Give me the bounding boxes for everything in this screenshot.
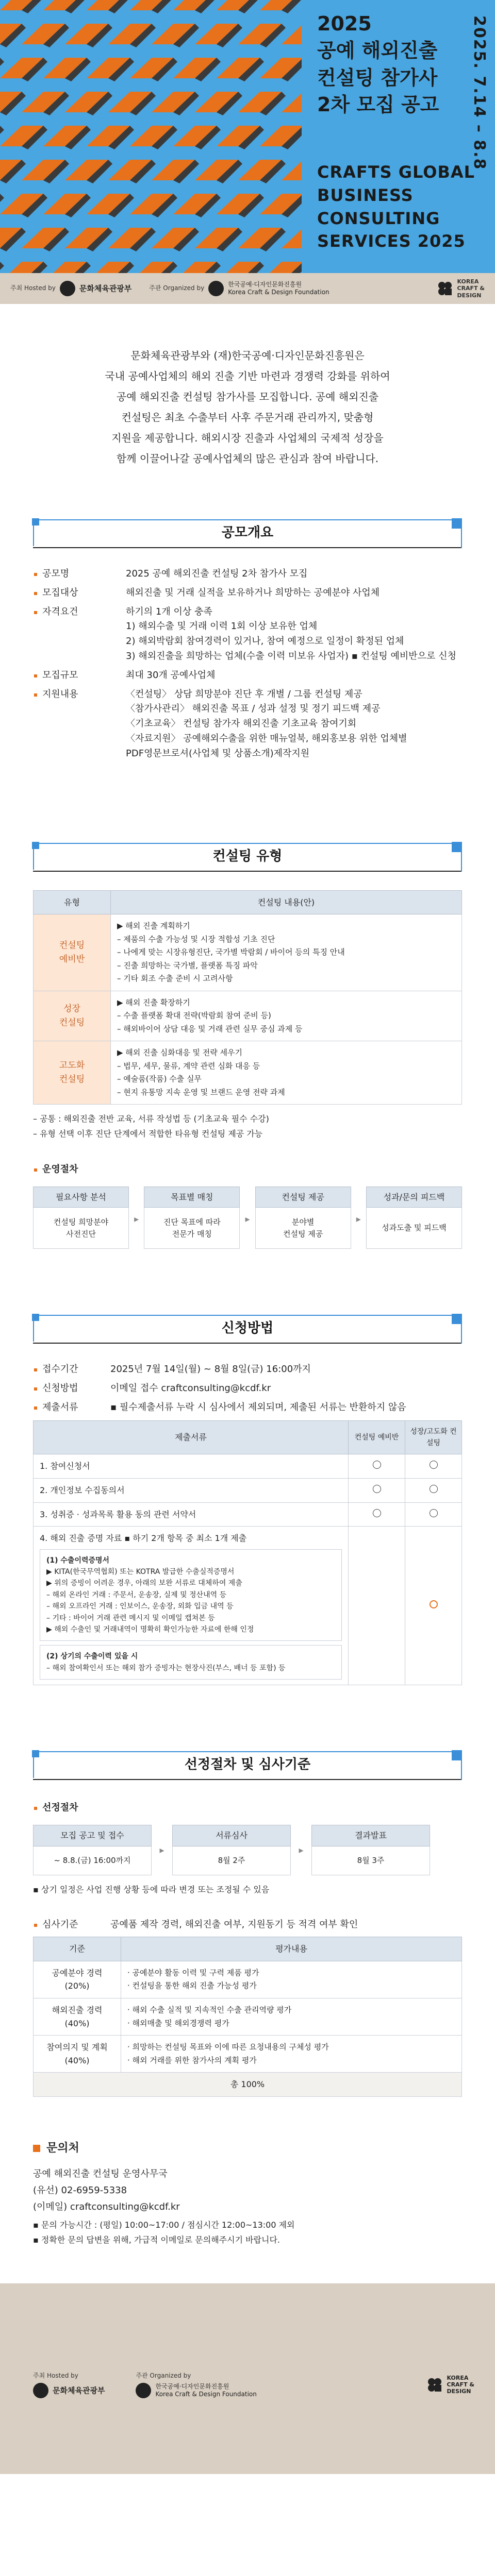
process-step: 목표별 매칭 진단 목표에 따라 전문가 매칭 [144, 1187, 240, 1249]
table-row: 공예분야 경력 (20%) · 공예분야 활동 이력 및 구력 제품 평가 · 컨설팅을 통한 해외 진출 가능성 평가 [34, 1961, 462, 1998]
hero-title: 2025 공예 해외진출 컨설팅 참가사 2차 모집 공고 [317, 12, 439, 116]
selection-proc-label: 선정절차 [33, 1801, 462, 1816]
kcdf-brand-logo: KOREA CRAFT & DESIGN [426, 2375, 475, 2395]
craft-design-logo-icon [426, 2377, 443, 2393]
overview-list [33, 567, 462, 761]
ministry-logo-icon [60, 281, 75, 296]
hero-title-panel [302, 0, 495, 273]
list-item: 지원내용 〈컨설팅〉 상담 희망분야 진단 후 개별 / 그룹 컨설팅 제공 〈참가사관리〉 해외진출 목표 / 성과 설정 및 정기 피드백 제공 〈기초교육〉 컨설팅 참가자 해외진출 기초교육 참여기회 〈자료지원〉 공예해외수출을 위한 매뉴얼북, 해외홍보용 위한 업체별 PDF영문브로셔(사업체 및 상품소개)제작지원 [33, 687, 462, 761]
list-item: 모집대상 해외진출 및 거래 실적을 보유하거나 희망하는 공예분야 사업체 [33, 586, 462, 601]
table-row: 2. 개인정보 수집동의서 [34, 1478, 462, 1502]
required-circle-icon [430, 1461, 438, 1469]
required-circle-icon [430, 1509, 438, 1517]
types-table: 유형 컨설팅 내용(안) 컨설팅 예비반 ▶ 해외 진출 계획하기 – 제품의 수출 가능성 및 시장 적합성 기초 진단 – 나에게 맞는 시장유형진단, 국가별 박람회 / 바이어 등의 특징 안내 – 진출 희망하는 국가별, 플랫폼 특징 파악 – 기타 회조 수출 준비 시 고려사항 성장 컨설팅 ▶ 해외 진출 확장하기 – 수출 플랫폼 확대 전략(박람회 참여 준비 등) – 해외바이어 상담 대응 및 거래 관련 실무 중심 과제 등 고도화 컨설팅 ▶ 해외 진출 심화대응 및 전략 세우기 – 법무, 세무, 물류, 계약 관련 심화 대응 등 – 예술품(작품) 수출 실무 – 현지 유통망 지속 운영 및 브랜드 운영 전략 과제 [33, 890, 462, 1105]
overview-heading: 공모개요 [33, 515, 462, 548]
table-row: 컨설팅 예비반 ▶ 해외 진출 계획하기 – 제품의 수출 가능성 및 시장 적합성 기초 진단 – 나에게 맞는 시장유형진단, 국가별 박람회 / 바이어 등의 특징 안내 – 진출 희망하는 국가별, 플랫폼 특징 파악 – 기타 회조 수출 준비 시 고려사항 [34, 914, 462, 991]
hero-date: 2025. 7.14 – 8.8 [470, 15, 488, 171]
arrow-right-icon: ▸ [134, 1213, 139, 1225]
selection-footnote: ▪ 상기 일정은 사업 진행 상황 등에 따라 변경 또는 조정될 수 있음 [33, 1884, 270, 1894]
contact-title: 문의처 [33, 2138, 462, 2159]
apply-section [0, 1311, 495, 1685]
table-row: 참여의지 및 계획 (40%) · 희망하는 컨설팅 목표와 이에 따른 요청내용의 구체성 평가 · 해외 거래를 위한 참가사의 계획 평가 [34, 2036, 462, 2073]
table-row: 4. 해외 진출 증명 자료 ▪ 하기 2개 항목 중 최소 1개 제출 (1) 수출이력증명서 ▶ KITA(한국무역협회) 또는 KOTRA 발급한 수출실적증명서 ▶ 위의 증빙이 어려운 경우, 아래의 보완 서류로 대체하여 제출 – 해외 온라인 거래 : 주문서, 운송장, 실제 및 정산내역 등 – 해외 오프라인 거래 : 인보이스, 운송장, 외화 입금 내역 등 – 기타 : 바이어 거래 관련 메시지 및 이메일 캡쳐본 등 ▶ 해외 수출인 및 거래내역이 명확히 확인가능한 자료에 한해 인정 (2) 상기의 수출이력 있을 시 – 해외 참여확인서 또는 해외 참가 증빙자는 현장사진(부스, 배너 등 포함) 등 [34, 1527, 462, 1685]
selection-flow [33, 1825, 462, 1875]
intro-text: 문화체육관광부와 (재)한국공예·디자인문화진흥원은 국내 공예사업체의 해외 진출 기반 마련과 경쟁력 강화를 위하여 공예 해외진출 컨설팅 참가사를 모집합니다. 공예 해외진출 컨설팅은 최초 수출부터 사후 주문거래 관리까지, 맞춤형 지원을 제공합니다. 해외시장 진출과 사업체의 국제적 성장을 함께 이끌어나갈 공예사업체의 많은 관심과 참여 바랍니다. [105, 349, 390, 465]
required-circle-icon [373, 1509, 381, 1517]
process-step: 필요사항 분석 컨설팅 희망분야 사전진단 [33, 1187, 129, 1249]
arrow-right-icon: ▸ [356, 1213, 361, 1225]
table-row: 1. 참여신청서 [34, 1454, 462, 1479]
kcdf-logo-icon [136, 2383, 151, 2398]
list-item: 신청방법 이메일 접수 craftconsulting@kcdf.kr [33, 1381, 462, 1396]
overview-section [0, 515, 495, 761]
documents-table: 제출서류 컨설팅 예비반 성장/고도화 컨설팅 1. 참여신청서 2. 개인정보 수집동의서 3. 성취증 · 성과목록 활용 동의 관련 서약서 4. 해외 진출 증명 자료 ▪ 하기 2개 항목 중 최소 1개 제출 (1) 수출이력증명서 ▶ KITA(한국무역협회) 또는 KOTRA 발급한 수출실적증명서 ▶ 위의 증빙이 어려운 경우, 아래의 보완 서류로 대체하여 제출 – 해외 온라인 거래 : 주문서, 운송장, 실제 및 정산내역 등 – 해외 오프라인 거래 : 인보이스, 운송장, 외화 입금 내역 등 – 기타 : 바이어 거래 관련 메시지 및 이메일 캡쳐본 등 ▶ 해외 수출인 및 거래내역이 명확히 확인가능한 자료에 한해 인정 (2) 상기의 수출이력 있을 시 – 해외 참여확인서 또는 해외 참가 증빙자는 현장사진(부스, 배너 등 포함) 등 [33, 1420, 462, 1686]
process-step: 성과/문의 피드백 성과도출 및 피드백 [366, 1187, 462, 1249]
contact-email[interactable]: (이메일) craftconsulting@kcdf.kr [33, 2201, 180, 2213]
selection-step: 모집 공고 및 접수 ~ 8.8.(금) 16:00까지 [33, 1825, 152, 1875]
selection-step: 결과발표 8월 3주 [311, 1825, 430, 1875]
organizer-bar [0, 273, 495, 304]
table-row: 3. 성취증 · 성과목록 활용 동의 관련 서약서 [34, 1502, 462, 1527]
contact-section: 문의처 공예 해외진출 컨설팅 운영사무국 (유선) 02-6959-5338 (이메일) craftconsulting@kcdf.kr ▪ 문의 가능시간 : (평일) 10:00~17:00 / 점심시간 12:00~13:00 제외 ▪ 정확한 문의 답변을 위해, 가급적 이메일로 문의해주시기 바랍니다. [0, 2138, 495, 2247]
organizer-org: 주관 Organized by 한국공예·디자인문화진흥원 Korea Craft & Design Foundation [149, 281, 329, 296]
process-flow [33, 1187, 462, 1249]
apply-heading: 신청방법 [33, 1311, 462, 1344]
host-org: 주최 Hosted by 문화체육관광부 [10, 281, 131, 296]
table-row: 총 100% [34, 2073, 462, 2097]
host-org: 주최 Hosted by 문화체육관광부 [33, 2371, 105, 2398]
apply-list [33, 1362, 462, 1415]
table-row: 해외진출 경력 (40%) · 해외 수출 실적 및 지속적인 수출 관리역량 평가 · 해외매출 및 해외경쟁력 평가 [34, 1998, 462, 2035]
export-proof-box: (1) 수출이력증명서 ▶ KITA(한국무역협회) 또는 KOTRA 발급한 수출실적증명서 ▶ 위의 증빙이 어려운 경우, 아래의 보완 서류로 대체하여 제출 – 해외 온라인 거래 : 주문서, 운송장, 실제 및 정산내역 등 – 해외 오프라인 거래 : 인보이스, 운송장, 외화 입금 내역 등 – 기타 : 바이어 거래 관련 메시지 및 이메일 캡쳐본 등 ▶ 해외 수출인 및 거래내역이 명확히 확인가능한 자료에 한해 인정 [40, 1549, 342, 1641]
list-item: 모집규모 최대 30개 공예사업체 [33, 668, 462, 683]
selection-heading: 선정절차 및 심사기준 [33, 1747, 462, 1780]
list-item: 공모명 2025 공예 해외진출 컨설팅 2차 참가사 모집 [33, 567, 462, 582]
ministry-logo-icon [33, 2383, 48, 2398]
arrow-right-icon: ▸ [159, 1845, 164, 1856]
arrow-right-icon: ▸ [299, 1845, 304, 1856]
hero-pattern [0, 0, 302, 273]
list-item: 접수기간 2025년 7월 14일(월) ~ 8월 8일(금) 16:00까지 [33, 1362, 462, 1377]
selection-step: 서류심사 8월 2주 [172, 1825, 291, 1875]
required-circle-icon [430, 1485, 438, 1493]
types-heading: 컨설팅 유형 [33, 839, 462, 872]
hero-english-title: CRAFTS GLOBAL BUSINESS CONSULTING SERVICES 2025 [317, 162, 475, 251]
craft-design-logo-icon [437, 280, 453, 297]
process-step: 컨설팅 제공 분야별 컨설팅 제공 [255, 1187, 351, 1249]
required-circle-icon [373, 1485, 381, 1493]
square-bullet-icon [33, 2145, 40, 2152]
process-label: 운영절차 [33, 1162, 462, 1177]
kcdf-brand-logo: KOREA CRAFT & DESIGN [437, 278, 485, 299]
footer [0, 2283, 495, 2474]
table-row: 성장 컨설팅 ▶ 해외 진출 확장하기 – 수출 플랫폼 확대 전략(박람회 참여 준비 등) – 해외바이어 상담 대응 및 거래 관련 실무 중심 과제 등 [34, 991, 462, 1041]
list-item: 자격요건 하기의 1개 이상 충족 1) 해외수출 및 거래 이력 1회 이상 보유한 업체 2) 해외박람회 참여경력이 있거나, 참여 예정으로 일정이 확정된 업체 3) 해외진출을 희망하는 업체(수출 이력 미보유 사업자) ▪ 컨설팅 예비반으로 신청 [33, 605, 462, 664]
hero-banner [0, 0, 495, 304]
criteria-line: 심사기준 공예품 제작 경력, 해외진출 여부, 지원동기 등 적격 여부 확인 [33, 1918, 462, 1933]
types-notes: – 공통 : 해외진출 전반 교육, 서류 작성법 등 (기초교육 필수 수강) – 유형 선택 이후 진단 단계에서 적합한 타유형 컨설팅 제공 가능 [33, 1114, 269, 1139]
fair-proof-box: (2) 상기의 수출이력 있을 시 – 해외 참여확인서 또는 해외 참가 증빙자는 현장사진(부스, 배너 등 포함) 등 [40, 1645, 342, 1680]
selection-section [0, 1747, 495, 2097]
required-circle-icon [430, 1600, 438, 1608]
list-item: 제출서류 ▪ 필수제출서류 누락 시 심사에서 제외되며, 제출된 서류는 반환하지 않음 [33, 1400, 462, 1415]
types-section [0, 839, 495, 1249]
kcdf-logo-icon [208, 281, 224, 296]
organizer-org: 주관 Organized by 한국공예·디자인문화진흥원 Korea Craft & Design Foundation [136, 2372, 257, 2398]
required-circle-icon [373, 1461, 381, 1469]
arrow-right-icon: ▸ [245, 1213, 250, 1225]
table-row: 고도화 컨설팅 ▶ 해외 진출 심화대응 및 전략 세우기 – 법무, 세무, 물류, 계약 관련 심화 대응 등 – 예술품(작품) 수출 실무 – 현지 유통망 지속 운영 및 브랜드 운영 전략 과제 [34, 1041, 462, 1105]
criteria-table: 기준 평가내용 공예분야 경력 (20%) · 공예분야 활동 이력 및 구력 제품 평가 · 컨설팅을 통한 해외 진출 가능성 평가 해외진출 경력 (40%) · 해외 수출 실적 및 지속적인 수출 관리역량 평가 · 해외매출 및 해외경쟁력 평가 참여의지 및 계획 (40%) · 희망하는 컨설팅 목표와 이에 따른 요청내용의 구체성 평가 · 해외 거래를 위한 참가사의 계획 평가 총 100% [33, 1937, 462, 2097]
